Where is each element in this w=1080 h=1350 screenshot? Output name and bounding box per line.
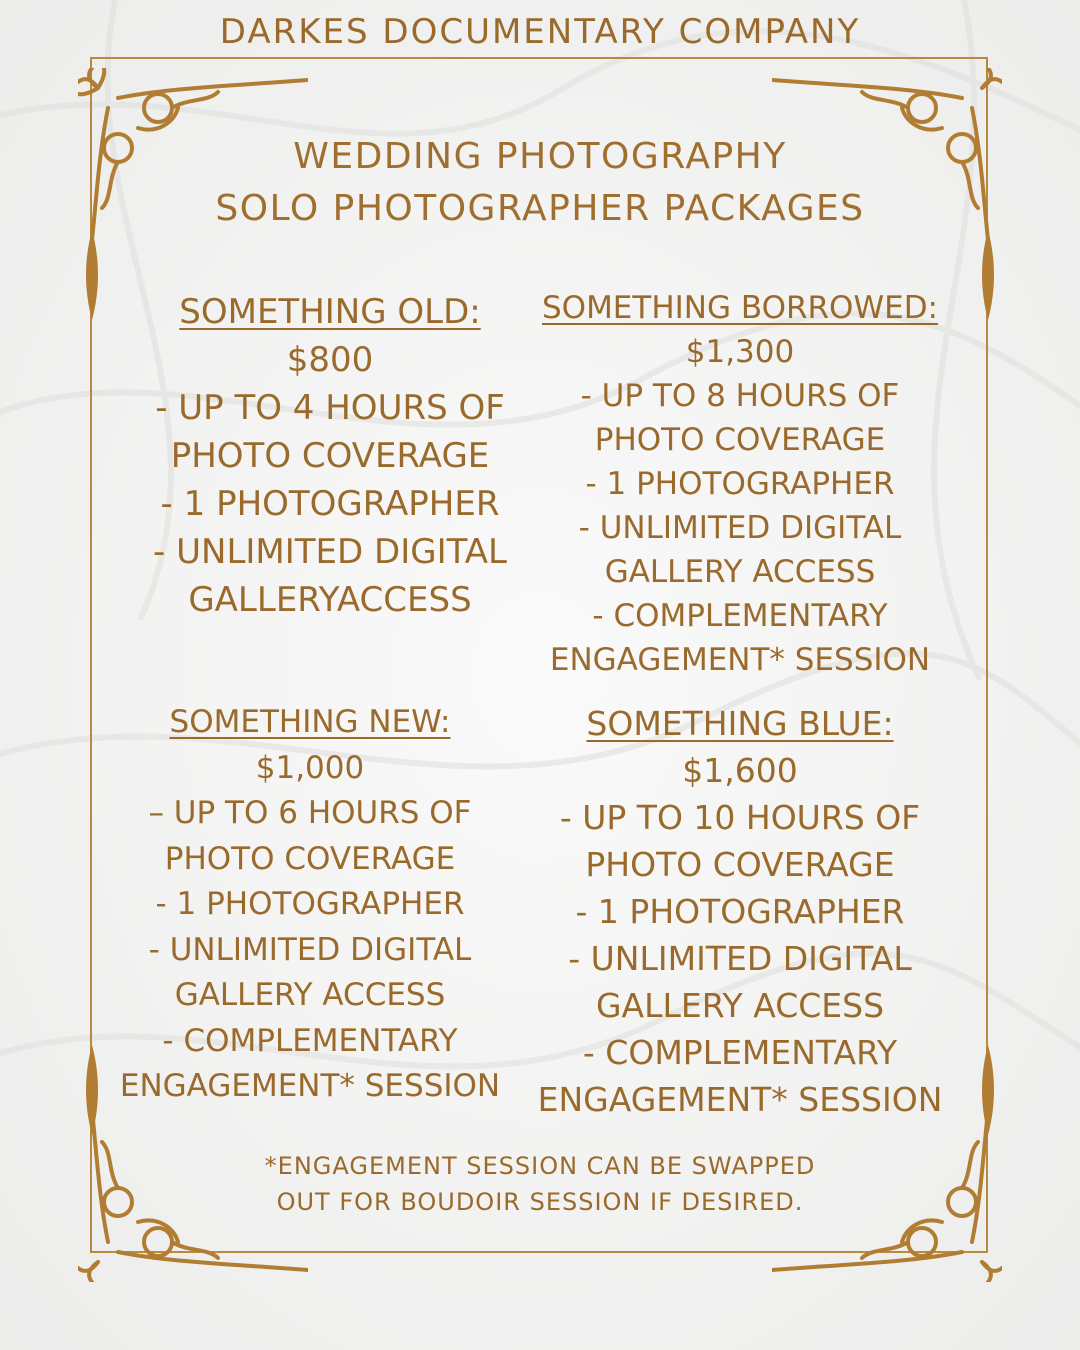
package-something-blue <box>530 700 950 1123</box>
package-line: - 1 PHOTOGRAPHER <box>155 886 465 922</box>
package-line: - COMPLEMENTARY <box>592 598 888 634</box>
package-price: $1,300 <box>685 334 795 370</box>
package-line: ENGAGEMENT* SESSION <box>549 642 931 678</box>
package-line: - COMPLEMENTARY <box>582 1033 898 1072</box>
package-price: $1,000 <box>255 749 365 786</box>
flourish-right-bottom <box>978 1045 998 1135</box>
package-name: SOMETHING BLUE: <box>586 704 894 743</box>
package-line: PHOTO COVERAGE <box>594 422 886 458</box>
package-line: GALLERY ACCESS <box>595 986 885 1025</box>
package-line: - 1 PHOTOGRAPHER <box>575 892 905 931</box>
package-line: - UNLIMITED DIGITAL <box>153 532 507 572</box>
package-line: ENGAGEMENT* SESSION <box>537 1080 943 1119</box>
package-line: - UP TO 10 HOURS OF <box>559 798 921 837</box>
package-line: - UP TO 4 HOURS OF <box>155 388 505 428</box>
company-name: DARKES DOCUMENTARY COMPANY <box>219 12 861 52</box>
package-line: GALLERY ACCESS <box>174 977 446 1013</box>
package-line: – UP TO 6 HOURS OF <box>148 795 472 831</box>
flourish-right-top <box>978 230 998 320</box>
package-line: - COMPLEMENTARY <box>162 1022 458 1059</box>
footnote-line-1: *ENGAGEMENT SESSION CAN BE SWAPPED <box>264 1152 816 1180</box>
package-line: - UP TO 8 HOURS OF <box>580 378 900 414</box>
package-line: - UNLIMITED DIGITAL <box>578 510 902 546</box>
flourish-left-bottom <box>82 1045 102 1135</box>
package-line: - 1 PHOTOGRAPHER <box>585 466 895 502</box>
flourish-left-top <box>82 230 102 320</box>
package-something-old <box>130 288 530 624</box>
package-price: $1,600 <box>682 751 798 790</box>
package-line: PHOTO COVERAGE <box>164 840 456 877</box>
package-line: - UNLIMITED DIGITAL <box>568 939 912 978</box>
footnote <box>0 1148 1080 1220</box>
package-line: PHOTO COVERAGE <box>585 845 895 884</box>
package-line: GALLERY ACCESS <box>604 554 876 590</box>
package-something-new <box>110 700 510 1110</box>
page-title-line-2: SOLO PHOTOGRAPHER PACKAGES <box>215 188 865 229</box>
package-line: - UNLIMITED DIGITAL <box>148 931 472 968</box>
package-name: SOMETHING BORROWED: <box>541 290 939 326</box>
package-name: SOMETHING OLD: <box>179 292 481 332</box>
package-something-borrowed <box>540 286 940 682</box>
package-line: PHOTO COVERAGE <box>170 436 490 476</box>
package-line: - 1 PHOTOGRAPHER <box>160 484 500 524</box>
package-name: SOMETHING NEW: <box>169 704 451 740</box>
package-line: ENGAGEMENT* SESSION <box>119 1068 501 1104</box>
footnote-line-2: OUT FOR BOUDOIR SESSION IF DESIRED. <box>276 1188 804 1216</box>
package-price: $800 <box>286 340 374 380</box>
page-title-line-1: WEDDING PHOTOGRAPHY <box>293 136 787 177</box>
package-line: GALLERYACCESS <box>188 580 472 620</box>
